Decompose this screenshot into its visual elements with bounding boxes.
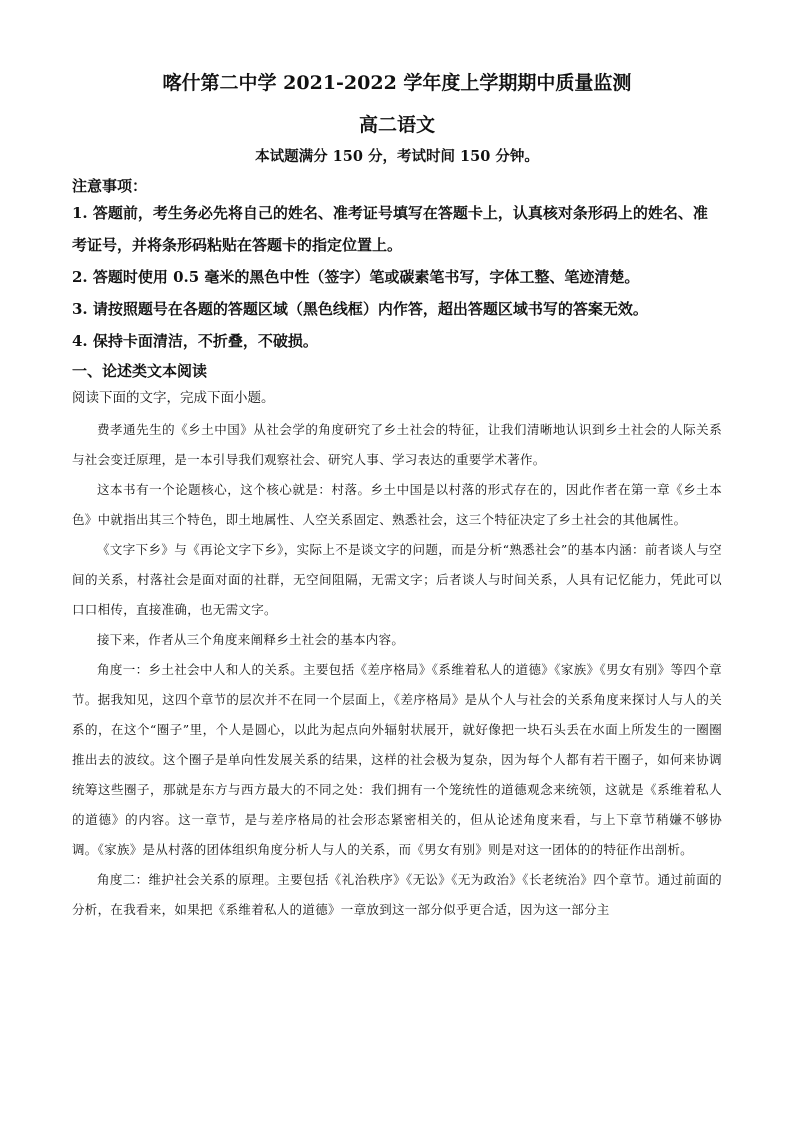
reading-paragraph: 接下来，作者从三个角度来阐释乡土社会的基本内容。 — [97, 632, 405, 647]
reading-paragraph: 角度一：乡土社会中人和人的关系。主要包括《差序格局》《系维着私人的道德》《家族》《男女有别》等四个章节。据我知见，这四个章节的层次并不在同一个层面上，《差序格局》是从个人与社会的关系角度来探讨人与人的关系的，在这个“圈子”里，个人是圆心，以此为起点向外辐射状展开，就好像把一块石头丢在水面上所发生的一圈圈推出去的波纹。这个圈子是单向性发展关系的结果，这样的社会极为复杂，因为每个人都有若干圈子，如何来协调统筹这些圈子，那就是东方与西方最大的不同之处：我们拥有一个笼统性的道德观念来统领，这就是《系维着私人的道德》的内容。这一章节，是与差序格局的社会形态紧密相关的，但从论述角度来看，与上下章节稍嫌不够协调。《家族》是从村落的团体组织角度分析人与人的关系，而《男女有别》则是对这一团体的的特征作出剖析。 — [72, 662, 722, 857]
document-subtitle: 高二语文 — [358, 114, 435, 136]
notice-title: 注意事项： — [72, 177, 148, 195]
section-heading: 一、论述类文本阅读 — [72, 362, 208, 380]
exam-meta: 本试题满分 150 分，考试时间 150 分钟。 — [255, 148, 539, 165]
document-title: 喀什第二中学 2021-2022 学年度上学期期中质量监测 — [162, 72, 632, 94]
notice-item: 1. 答题前，考生务必先将自己的姓名、准考证号填写在答题卡上，认真核对条形码上的姓名、准考证号，并将条形码粘贴在答题卡的指定位置上。 — [72, 204, 708, 254]
notice-item: 2. 答题时使用 0.5 毫米的黑色中性（签字）笔或碳素笔书写，字体工整、笔迹清楚。 — [72, 268, 640, 286]
section-instruction: 阅读下面的文字，完成下面小题。 — [72, 390, 275, 406]
reading-paragraph: 《文字下乡》与《再论文字下乡》，实际上不是谈文字的问题，而是分析“熟悉社会”的基本内涵：前者谈人与空间的关系，村落社会是面对面的社群，无空间阻隔，无需文字；后者谈人与时间关系，人具有记忆能力，凭此可以口口相传，直接准确，也无需文字。 — [72, 542, 722, 617]
notice-item: 4. 保持卡面清洁，不折叠，不破损。 — [72, 332, 318, 350]
reading-paragraph: 角度二：维护社会关系的原理。主要包括《礼治秩序》《无讼》《无为政治》《长老统治》四个章节。通过前面的分析，在我看来，如果把《系维着私人的道德》一章放到这一部分似乎更合适，因为这一部分主 — [72, 872, 722, 917]
reading-paragraph: 费孝通先生的《乡土中国》从社会学的角度研究了乡土社会的特征，让我们清晰地认识到乡土社会的人际关系与社会变迁原理，是一本引导我们观察社会、研究人事、学习表达的重要学术著作。 — [72, 422, 722, 467]
notice-block — [72, 175, 722, 357]
reading-section — [72, 359, 722, 925]
reading-paragraph: 这本书有一个论题核心，这个核心就是：村落。乡土中国是以村落的形式存在的，因此作者在第一章《乡土本色》中就指出其三个特色，即土地属性、人空关系固定、熟悉社会，这三个特征决定了乡土社会的其他属性。 — [72, 482, 722, 527]
notice-item: 3. 请按照题号在各题的答题区域（黑色线框）内作答，超出答题区域书写的答案无效。 — [72, 300, 648, 318]
